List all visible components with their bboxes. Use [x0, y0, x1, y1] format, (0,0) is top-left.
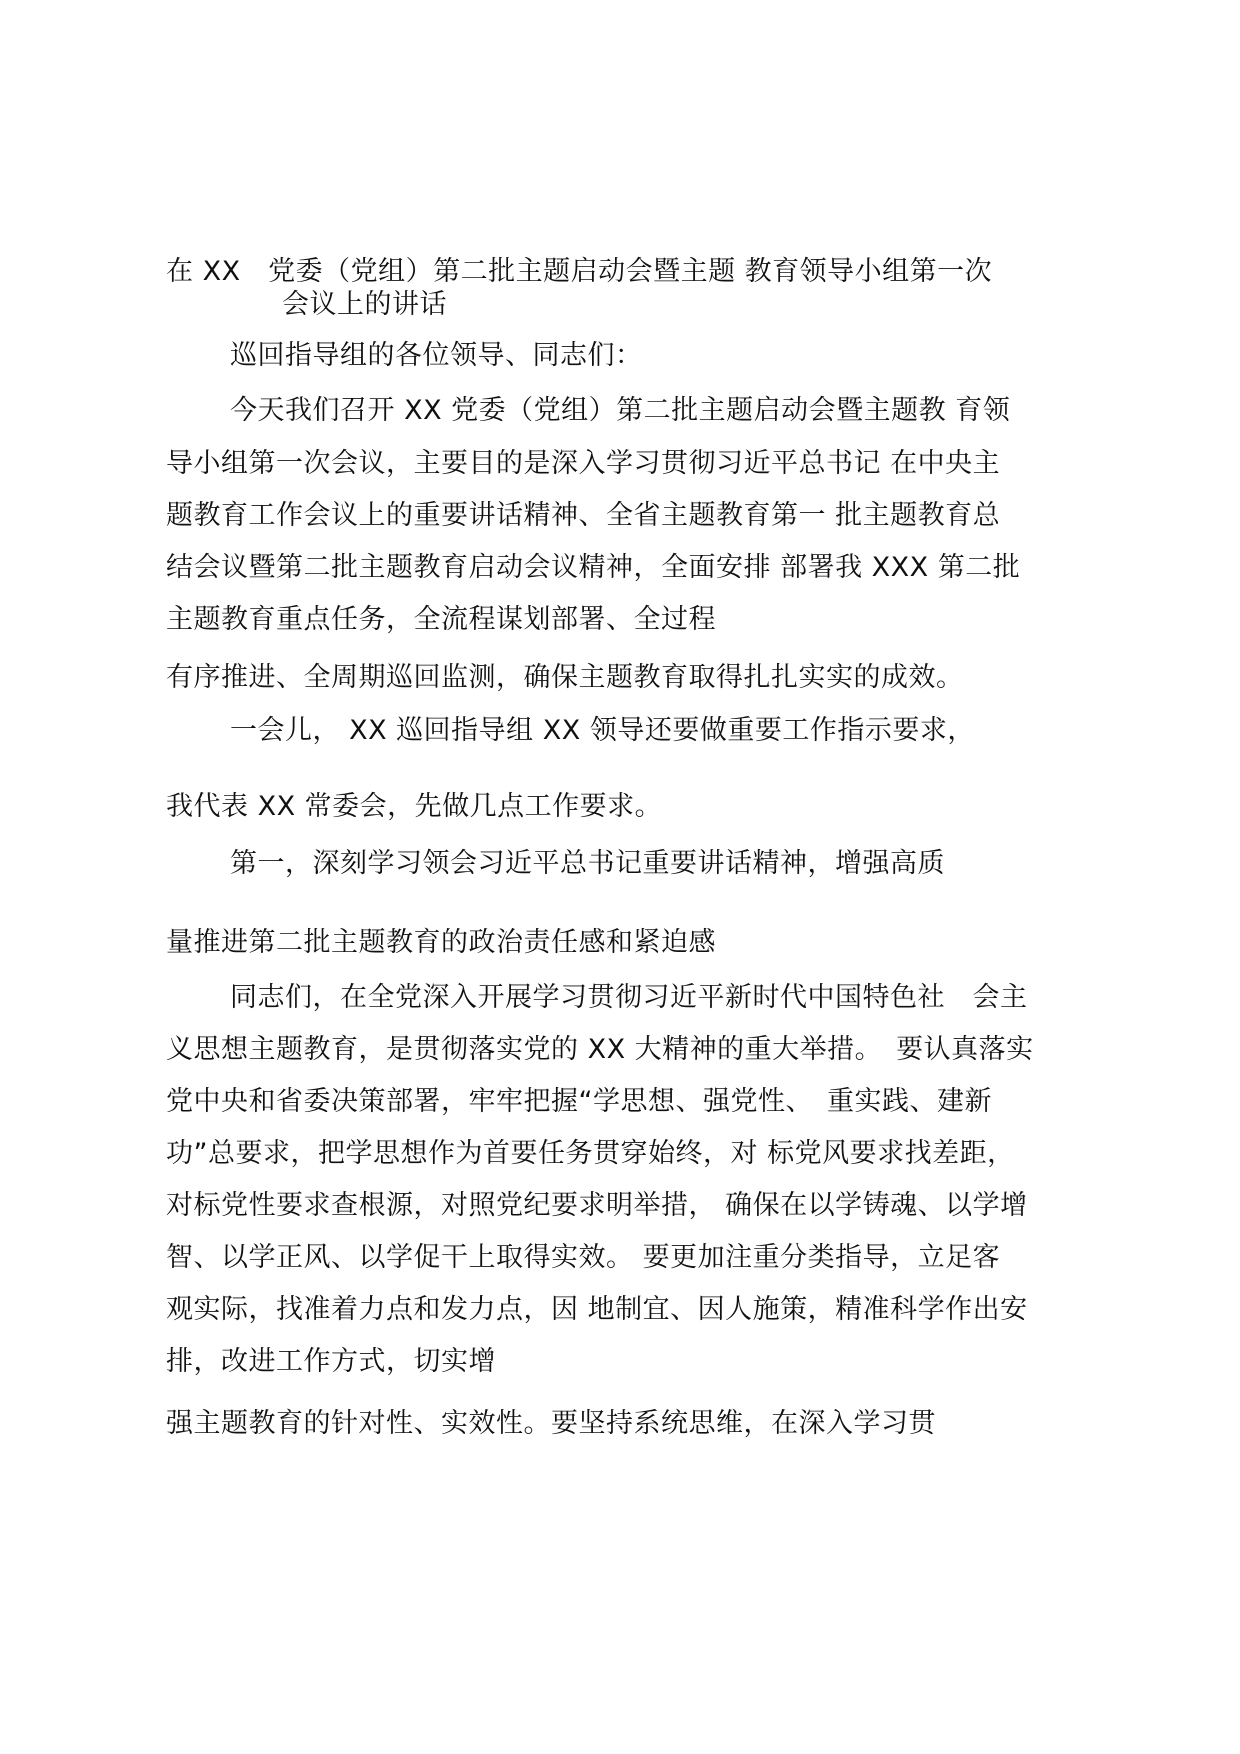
- paragraph-2-line-2: 我代表 XX 常委会，先做几点工作要求。: [166, 791, 663, 822]
- paragraph-3-line-3: 党中央和省委决策部署，牢牢把握“学思想、强党性、 重实践、建新: [166, 1086, 992, 1117]
- document-title-line-1: 在 XX 党委（党组）第二批主题启动会暨主题 教育领导小组第一次: [166, 256, 993, 287]
- paragraph-1-line-4: 结会议暨第二批主题教育启动会议精神，全面安排 部署我 XXX 第二批: [166, 552, 1021, 583]
- paragraph-1-line-3: 题教育工作会议上的重要讲话精神、全省主题教育第一 批主题教育总: [166, 500, 1001, 531]
- section-heading-1-line-2: 量推进第二批主题教育的政治责任感和紧迫感: [166, 927, 716, 958]
- paragraph-1-line-2: 导小组第一次会议，主要目的是深入学习贯彻习近平总书记 在中央主: [166, 448, 1001, 479]
- paragraph-3-line-6: 智、以学正风、以学促干上取得实效。 要更加注重分类指导，立足客: [166, 1242, 1001, 1273]
- section-heading-1-line-1: 第一，深刻学习领会习近平总书记重要讲话精神，增强高质: [230, 848, 945, 879]
- paragraph-3-line-5: 对标党性要求查根源，对照党纪要求明举措， 确保在以学铸魂、以学增: [166, 1190, 1028, 1221]
- document-title-line-2: 会议上的讲话: [282, 289, 447, 320]
- salutation: 巡回指导组的各位领导、同志们：: [230, 340, 643, 371]
- paragraph-3-line-9: 强主题教育的针对性、实效性。要坚持系统思维，在深入学习贯: [166, 1408, 936, 1439]
- paragraph-1-line-5: 主题教育重点任务，全流程谋划部署、全过程: [166, 604, 716, 635]
- paragraph-3-line-1: 同志们，在全党深入开展学习贯彻习近平新时代中国特色社 会主: [230, 982, 1028, 1013]
- paragraph-2-line-1: 一会儿， XX 巡回指导组 XX 领导还要做重要工作指示要求，: [230, 715, 975, 746]
- paragraph-3-line-2: 义思想主题教育，是贯彻落实党的 XX 大精神的重大举措。 要认真落实: [166, 1034, 1034, 1065]
- paragraph-1-line-1: 今天我们召开 XX 党委（党组）第二批主题启动会暨主题教 育领: [230, 395, 1011, 426]
- paragraph-3-line-8: 排，改进工作方式，切实增: [166, 1346, 496, 1377]
- paragraph-3-line-4: 功”总要求，把学思想作为首要任务贯穿始终，对 标党风要求找差距，: [166, 1138, 1015, 1169]
- paragraph-1-line-6: 有序推进、全周期巡回监测，确保主题教育取得扎扎实实的成效。: [166, 662, 964, 693]
- paragraph-3-line-7: 观实际，找准着力点和发力点，因 地制宜、因人施策，精准科学作出安: [166, 1294, 1028, 1325]
